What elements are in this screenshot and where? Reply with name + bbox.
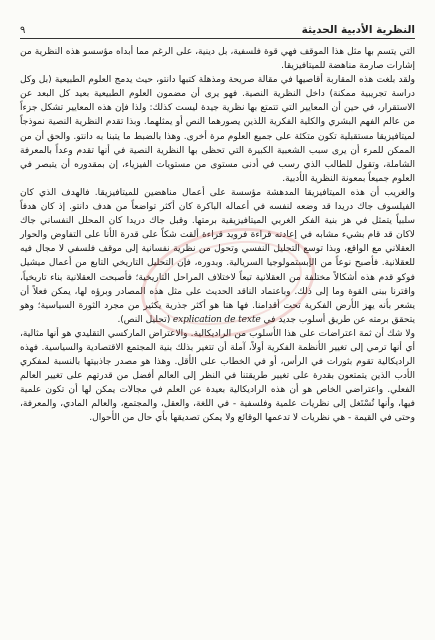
paragraph-3-text: والغريب أن هذه الميتافيزيقا المدهشة مؤسسة على أعمال مناهضين للميتافيزيقا. فالهدف الذي كان الفيلسوف جاك دريدا قد وضعه لنفسه في أعماله الباكرة كان أكثر تواضعاً من هدف دانتو. إذ كان هدفاً سلبياً يتمثل في هز بنية الفكر الغربي الميتافيزيقية برمتها. وقبل جاك دريدا كان المحلل النفساني جاك لاكان قد قام بشيء مشابه في إعادته قراءة فرويد قراءة ألقت شكاً على قدرة الأنا على التفاوض والحوار العقلاني مع الواقع، وبذا توسع التحليل النفسي وتحول من نظرية نفسانية إلى موقف فلسفي لا مجال فيه للعقلانية. فأصبح نوعاً من الإبستمولوجيا السريالية. وبدوره، فإن التحليل التاريخي التابع من أعمال ميشيل فوكو قدم هذه أشكالاً مختلفة من العقلانية تبعاً لاختلاف المراحل التاريخية؛ فأصبحت العقلانية بناء تاريخياً، واقترنا ببنى القوة وما إلى ذلك. وباعتماد الناقد الحديث على مثل هذه المصادر وبرؤه لها، يمكن فعلاً أن يشعر بأنه يهز الأرض الفكرية تحت أقدامنا. فها هنا هو أكثر جذرية يكثير من مجرد الثورة السياسية؛ وهو يتحقق برمته عن طريق أسلوب جديد في <box>20 187 415 325</box>
latin-term: explication de texte <box>172 314 261 325</box>
term-translation: (تحليل النص). <box>117 314 171 325</box>
header-title: النظرية الأدبية الحديثة <box>301 24 415 36</box>
running-header <box>20 16 415 39</box>
paragraph-1: التي يتسم بها مثل هذا الموقف فهي قوة فلسفية، بل دينية، على الرغم مما أبداه مؤسسو هذه النظرية من إشارات صارمة مناهضة للميتافيزيقا. <box>20 47 415 72</box>
paragraph-3 <box>20 186 415 327</box>
paragraph-4: ولا شك أن ثمة اعتراضات على هذا الأسلوب من الراديكالية. والاعتراض الماركسي التقليدي هو أنها مثالية، أي أنها ترمي إلى تغيير الأنظمة الفكرية أولاً، آملة أن تتغير بذلك بنية المجتمع الاقتصادية والسياسية. فهذه الراديكالية تقوم بثورات في الرأس، أو في الخطاب على الأقل. وهذا هو مصدر جاذبيتها بالنسبة لمفكري الأدب الذين يتمتعون بقدرة على تغيير طريقتنا في النظر إلى العالم أفضل من قدرتهم على تغيير العالم الفعلي. واعتراضي الخاص هو أن هذه الراديكالية بعيدة عن العلم في مجالات يمكن لها أن تكون علمية فيها، وأنها تُسْتَغل إلى نظريات علمية وفلسفية - في اللغة، والعقل، والمجتمع، والعالم المادي، والمعرفة، وحتى في القيمة - هي نظريات لا تدعمها الوقائع ولا يمكن تصديقها بأي حال من الأحوال. <box>20 328 415 424</box>
page-number: ٩ <box>20 25 26 36</box>
body-text <box>20 45 415 426</box>
paragraph-2: ولقد بلغت هذه المقاربة أقاصيها في مقالة صريحة ومذهلة كتبها دانتو، حيث يدمج العلوم الطبيعية (بل وكل دراسة تجريبية ممكنة) داخل النظرية النصية. فهو يرى أن مضمون العلوم الطبيعية بعيد كل البعد عن الاستقرار، في حين أن المعايير التي تتمتع بها نظرية جيدة ليست كذلك: ولذا فإن هذه المعايير تشكل جزءاً من عالم الفهم البشري والكلية الفكرية اللذين يصورهما النص أو يمثلهما. وبذا تقدم النظرية النصية نموذجاً لميتافيزيقا مستقبلية تكون متكئة على جميع العلوم مرة أخرى. وهذا بالضبط ما يتبنا به دانتو. والحق أن من الممكن للمرء أن يرى سبب الشعبية الكبيرة التي تحظى بها النظرية النصية في أنها تقدم وعداً بالمعرفة الشاملة، وتقول للطالب الذي رسب في أدنى مستوى من مستويات الفيزياء، إن بمقدوره أن يتبصر في العلوم جميعاً بمعونة النظرية الأدبية. <box>20 75 415 184</box>
